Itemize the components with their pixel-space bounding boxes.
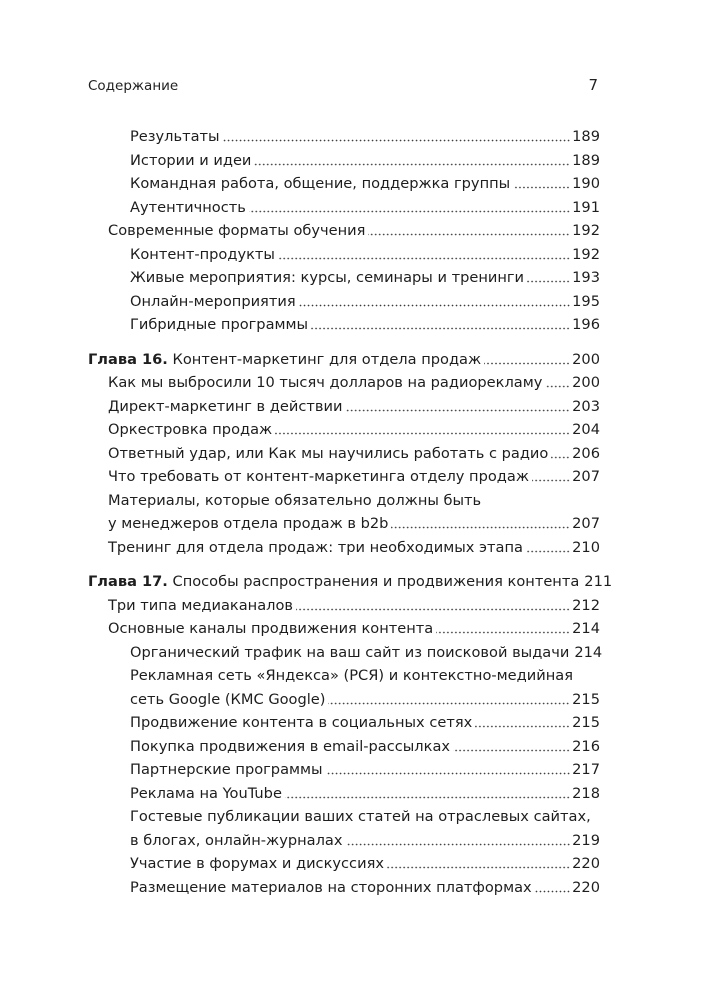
dot-leader <box>368 224 570 236</box>
toc-subsection-entry[interactable] <box>88 782 600 806</box>
dot-leader <box>475 716 570 728</box>
toc-subsection-entry[interactable] <box>88 805 600 852</box>
toc-entry-title-line2 <box>130 688 600 712</box>
toc-entry-title <box>130 290 296 314</box>
toc-subsection-entry[interactable] <box>88 243 600 267</box>
dot-leader <box>275 423 570 435</box>
toc-entry-title <box>130 852 384 876</box>
dot-leader <box>326 763 571 775</box>
toc-subsection-entry[interactable] <box>88 852 600 876</box>
toc-entry-title <box>130 829 343 853</box>
toc-entry-text: Органический трафик на ваш сайт из поисковой выдачи <box>130 643 570 661</box>
toc-section-entry[interactable] <box>88 617 600 641</box>
toc-subsection-entry[interactable] <box>88 290 600 314</box>
toc-entry-title <box>108 219 365 243</box>
toc-entry-title-line1: Материалы, которые обязательно должны быть <box>108 491 482 509</box>
toc-section-entry[interactable] <box>88 219 600 243</box>
toc-page-number: 196 <box>572 316 600 333</box>
toc-entry-title <box>130 735 450 759</box>
toc-page-number: 214 <box>574 643 603 661</box>
toc-page-number: 189 <box>572 151 600 169</box>
toc-entry-title-line1: Рекламная сеть «Яндекса» (РСЯ) и контекстно-медийная <box>130 667 573 684</box>
toc-entry-text: Современные форматы обучения <box>108 222 366 239</box>
page-number: 7 <box>588 76 598 94</box>
toc-section-entry[interactable] <box>88 489 600 536</box>
dot-leader <box>346 834 571 846</box>
toc-subsection-entry[interactable] <box>88 266 600 290</box>
toc-entry-title-line2 <box>130 829 600 853</box>
chapter-number: Глава 17. <box>88 573 168 590</box>
dot-leader <box>545 376 570 388</box>
toc-section-entry[interactable] <box>88 371 600 395</box>
dot-leader <box>387 857 570 869</box>
toc-page-number: 215 <box>572 690 600 708</box>
toc-page-number: 193 <box>572 269 600 286</box>
toc-page-number: 216 <box>572 737 600 755</box>
toc-subsection-entry[interactable] <box>88 758 600 782</box>
toc-entry-title <box>130 172 510 196</box>
toc-subsection-entry[interactable] <box>88 711 600 735</box>
toc-subsection-entry[interactable] <box>88 876 600 900</box>
toc-subsection-entry[interactable] <box>88 196 600 220</box>
toc-entry-title <box>108 418 272 442</box>
toc-entry-text: Покупка продвижения в email-рассылках <box>130 737 451 755</box>
toc-page-number: 215 <box>572 714 600 731</box>
dot-leader <box>278 248 570 260</box>
toc-entry-text: Результаты <box>130 128 220 145</box>
toc-entry-title <box>108 465 529 489</box>
dot-leader <box>285 787 570 799</box>
toc-page-number: 220 <box>572 878 600 896</box>
toc-entry-text: Три типа медиаканалов <box>108 596 294 614</box>
toc-subsection-entry[interactable] <box>88 313 600 337</box>
dot-leader <box>345 400 570 412</box>
toc-entry-text: Размещение материалов на сторонних платформах <box>130 878 532 896</box>
toc-entry-text: Командная работа, общение, поддержка группы <box>130 175 511 192</box>
toc-entry-title <box>130 641 569 665</box>
toc-page-number: 219 <box>572 831 600 849</box>
toc-entry-text: Что требовать от контент-маркетинга отделу продаж <box>108 468 529 485</box>
toc-entry-title-line2 <box>108 512 600 536</box>
toc-page-number: 217 <box>572 761 600 778</box>
toc-entry-title-line1: Гостевые публикации ваших статей на отраслевых сайтах, <box>130 808 591 825</box>
toc-page-number: 220 <box>572 855 600 872</box>
group-spacer <box>88 559 600 570</box>
toc-entry-title <box>130 149 251 173</box>
toc-section-entry[interactable] <box>88 536 600 560</box>
toc-subsection-entry[interactable] <box>88 735 600 759</box>
toc-section-entry[interactable] <box>88 465 600 489</box>
toc-page-number: 191 <box>572 198 600 216</box>
toc-entry-text: Тренинг для отдела продаж: три необходимых этапа <box>108 538 523 556</box>
toc-entry-title <box>130 758 323 782</box>
chapter-number: Глава 16. <box>88 350 168 368</box>
dot-leader <box>223 130 571 142</box>
dot-leader <box>311 318 570 330</box>
toc-entry-text: Аутентичность <box>130 198 246 216</box>
toc-entry-title <box>130 196 246 220</box>
dot-leader <box>535 881 570 893</box>
toc-page-number: 192 <box>572 222 600 239</box>
toc-entry-text: Гибридные программы <box>130 316 309 333</box>
toc-entry-text: Истории и идеи <box>130 151 252 169</box>
table-of-contents <box>88 125 613 899</box>
section-title: Содержание <box>88 78 179 94</box>
toc-entry-title <box>130 876 532 900</box>
toc-subsection-entry[interactable] <box>88 172 600 196</box>
toc-section-entry[interactable] <box>88 594 600 618</box>
toc-chapter-entry[interactable] <box>88 570 613 594</box>
toc-page-number: 192 <box>572 245 600 263</box>
toc-entry-text: Как мы выбросили 10 тысяч долларов на радиорекламу <box>108 374 543 391</box>
toc-entry-title <box>130 125 220 149</box>
toc-page-number: 210 <box>572 538 600 556</box>
toc-page-number: 189 <box>572 128 600 145</box>
toc-entry-text: в блогах, онлайн-журналах <box>130 831 343 849</box>
dot-leader <box>391 517 570 529</box>
toc-entry-text: Живые мероприятия: курсы, семинары и тренинги <box>130 269 525 286</box>
toc-entry-text: Ответный удар, или Как мы научились работать с радио <box>108 444 549 462</box>
dot-leader <box>296 599 570 611</box>
toc-entry-title <box>108 536 523 560</box>
dot-leader <box>453 740 570 752</box>
toc-page-number: 200 <box>572 350 600 368</box>
toc-entry-text: Оркестровка продаж <box>108 421 273 438</box>
toc-entry-text: Онлайн-мероприятия <box>130 292 296 310</box>
toc-page-number: 207 <box>572 468 600 485</box>
toc-page-number: 211 <box>584 573 613 590</box>
toc-page-number: 218 <box>572 784 600 802</box>
toc-subsection-entry[interactable] <box>88 641 603 665</box>
toc-page-number: 206 <box>572 444 600 462</box>
dot-leader <box>249 201 570 213</box>
toc-subsection-entry[interactable] <box>88 149 600 173</box>
toc-section-entry[interactable] <box>88 418 600 442</box>
toc-entry-text: Основные каналы продвижения контента <box>108 620 434 637</box>
toc-entry-text: Реклама на YouTube <box>130 784 282 802</box>
toc-entry-title <box>130 782 282 806</box>
dot-leader <box>526 541 570 553</box>
toc-entry-text: Партнерские программы <box>130 761 323 778</box>
toc-page-number: 207 <box>572 515 600 532</box>
dot-leader <box>484 353 570 365</box>
toc-entry-title <box>130 688 325 712</box>
dot-leader <box>527 271 570 283</box>
toc-page-number: 195 <box>572 292 600 310</box>
toc-entry-title <box>88 348 481 372</box>
dot-leader <box>254 154 570 166</box>
toc-page-number: 200 <box>572 374 600 391</box>
toc-entry-title <box>108 512 388 536</box>
toc-entry-title <box>130 711 472 735</box>
dot-leader <box>551 447 570 459</box>
toc-entry-title <box>108 371 542 395</box>
toc-entry-text: Контент-продукты <box>130 245 275 263</box>
toc-entry-title <box>108 594 293 618</box>
toc-entry-title <box>108 442 548 466</box>
toc-page-number: 212 <box>572 596 600 614</box>
toc-page-number: 204 <box>572 421 600 438</box>
toc-entry-title <box>130 243 275 267</box>
toc-entry-text: Директ-маркетинг в действии <box>108 397 343 415</box>
toc-chapter-entry[interactable] <box>88 348 600 372</box>
toc-page-number: 203 <box>572 397 600 415</box>
dot-leader <box>532 470 570 482</box>
toc-entry-text: Способы распространения и продвижения контента <box>172 573 580 590</box>
toc-entry-title <box>108 395 342 419</box>
dot-leader <box>513 177 570 189</box>
toc-entry-text: Участие в форумах и дискуссиях <box>130 855 384 872</box>
toc-entry-title <box>130 313 308 337</box>
toc-page-number: 214 <box>572 620 600 637</box>
toc-entry-text: у менеджеров отдела продаж в b2b <box>108 515 389 532</box>
toc-subsection-entry[interactable] <box>88 664 600 711</box>
toc-subsection-entry[interactable] <box>88 125 600 149</box>
dot-leader <box>299 295 571 307</box>
dot-leader <box>328 693 570 705</box>
dot-leader <box>436 622 570 634</box>
toc-entry-text: Продвижение контента в социальных сетях <box>130 714 473 731</box>
running-head <box>88 76 598 94</box>
group-spacer <box>88 337 600 348</box>
toc-entry-text: сеть Google (КМС Google) <box>130 690 326 708</box>
toc-entry-title <box>88 570 579 594</box>
toc-entry-title <box>130 266 524 290</box>
toc-entry-title <box>108 617 433 641</box>
toc-page-number: 190 <box>572 175 600 192</box>
toc-section-entry[interactable] <box>88 395 600 419</box>
toc-section-entry[interactable] <box>88 442 600 466</box>
toc-entry-text: Контент-маркетинг для отдела продаж <box>172 350 482 368</box>
